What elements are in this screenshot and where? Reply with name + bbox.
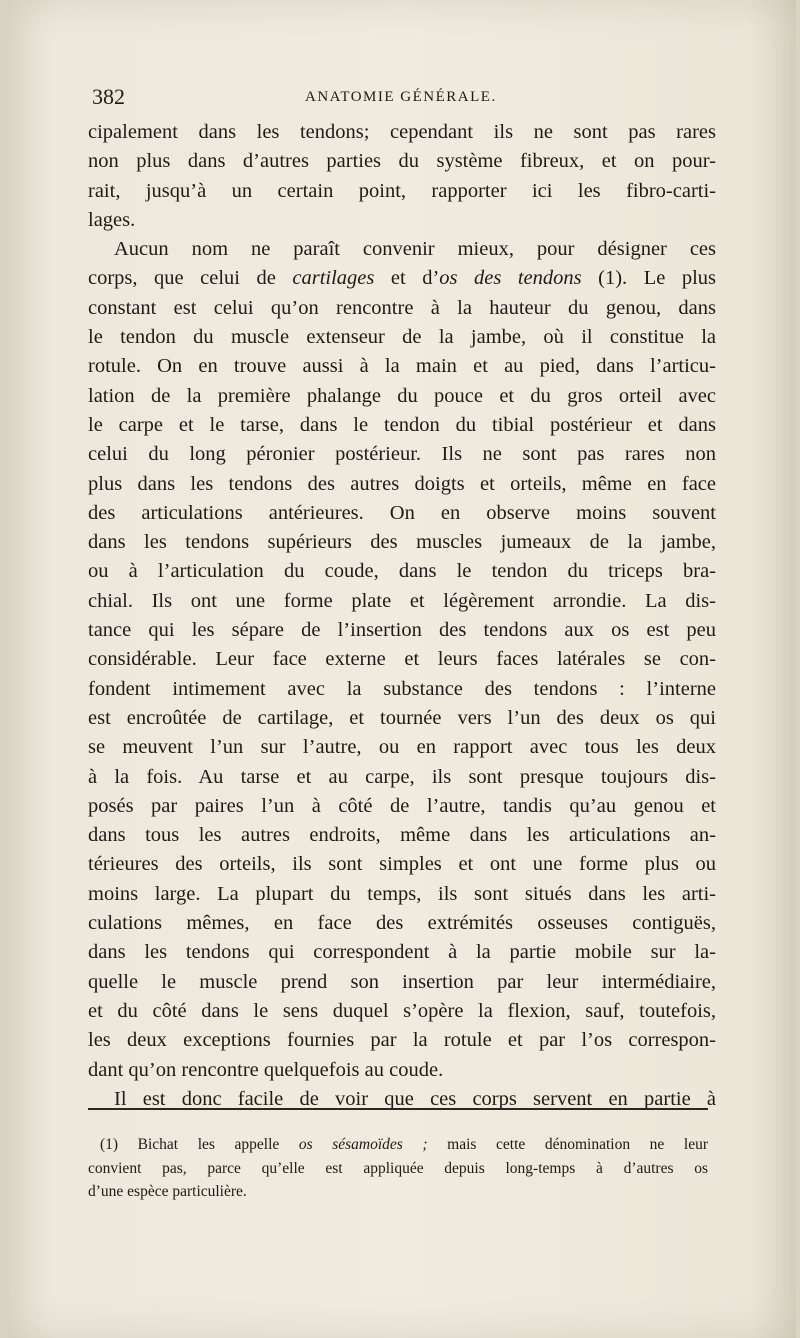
footnote [88, 1133, 708, 1204]
text-line: rotule. On en trouve aussi à la main et au pied, dans l’articu- [88, 355, 716, 378]
text-line: cipalement dans les tendons; cependant ils ne sont pas rares [88, 121, 716, 143]
page-number: 382 [92, 84, 125, 109]
text-line: considérable. Leur face externe et leurs faces latérales se con- [88, 648, 716, 671]
book-page [8, 0, 796, 1338]
text-line: culations mêmes, en face des extrémités osseuses contiguës, [88, 912, 716, 935]
text-line: chial. Ils ont une forme plate et légèrement arrondie. La dis- [88, 589, 716, 612]
text-line: dans les tendons supérieurs des muscles jumeaux de la jambe, [88, 531, 716, 554]
text-line: se meuvent l’un sur l’autre, ou en rapport avec tous les deux [88, 736, 716, 759]
running-title: ANATOMIE GÉNÉRALE. [305, 89, 497, 105]
text-line: posés par paires l’un à côté de l’autre, tandis qu’au genou et [88, 794, 716, 817]
footnote-divider [88, 1108, 708, 1110]
paragraph-start-line: Aucun nom ne paraît convenir mieux, pour désigner ces [114, 238, 716, 261]
italic-term-cartilages: cartilages [292, 267, 375, 290]
text-line: lages. [88, 208, 136, 231]
text-segment: corps, que celui de [88, 267, 276, 290]
main-text [88, 118, 716, 1114]
text-line: le carpe et le tarse, dans le tendon du tibial postérieur et dans [88, 413, 716, 436]
text-line: le tendon du muscle extenseur de la jambe, où il constitue la [88, 326, 716, 349]
footnote-line [88, 1133, 708, 1157]
footnote-reference: (1). Le plus [598, 267, 716, 290]
paragraph-start-line: Il est donc facile de voir que ces corps servent en partie à [114, 1087, 716, 1110]
text-line: tance qui les sépare de l’insertion des tendons aux os est peu [88, 619, 716, 642]
text-line: térieures des orteils, ils sont simples et ont une forme plus ou [88, 853, 716, 876]
text-line: à la fois. Au tarse et au carpe, ils sont presque toujours dis- [88, 765, 716, 788]
footnote-text: mais cette dénomination ne leur [447, 1136, 708, 1153]
text-line: les deux exceptions fournies par la rotule et par l’os correspon- [88, 1029, 716, 1052]
footnote-text: (1) Bichat les appelle [100, 1136, 280, 1153]
footnote-italic-term: os sésamoïdes ; [298, 1136, 428, 1153]
text-line: des articulations antérieures. On en observe moins souvent [88, 501, 716, 524]
text-line: celui du long péronier postérieur. Ils ne sont pas rares non [88, 443, 716, 466]
text-line: moins large. La plupart du temps, ils sont situés dans les arti- [88, 882, 716, 905]
footnote-line: d’une espèce particulière. [88, 1183, 247, 1200]
text-line-with-italics [88, 264, 716, 293]
text-segment: et d’ [390, 267, 440, 290]
text-line: plus dans les tendons des autres doigts et orteils, même en face [88, 472, 716, 495]
running-head [92, 84, 712, 114]
footnote-line: convient pas, parce qu’elle est appliquée depuis long-temps à d’autres os [88, 1159, 708, 1177]
text-line: et du côté dans le sens duquel s’opère la flexion, sauf, toutefois, [88, 999, 716, 1022]
text-line: est encroûtée de cartilage, et tournée vers l’un des deux os qui [88, 706, 716, 729]
text-line: ou à l’articulation du coude, dans le tendon du triceps bra- [88, 560, 716, 583]
text-line: dans les tendons qui correspondent à la partie mobile sur la- [88, 941, 716, 964]
text-line: constant est celui qu’on rencontre à la hauteur du genou, dans [88, 296, 716, 319]
text-line: quelle le muscle prend son insertion par leur intermédiaire, [88, 970, 716, 993]
text-line: rait, jusqu’à un certain point, rapporter ici les fibro-carti- [88, 179, 716, 202]
text-line: dans tous les autres endroits, même dans les articulations an- [88, 824, 716, 847]
text-line: dant qu’on rencontre quelquefois au coude. [88, 1058, 444, 1081]
text-line: fondent intimement avec la substance des tendons : l’interne [88, 677, 716, 700]
text-line: lation de la première phalange du pouce et du gros orteil avec [88, 384, 716, 407]
italic-term-os-des-tendons: os des tendons [439, 267, 582, 290]
text-line: non plus dans d’autres parties du système fibreux, et on pour- [88, 150, 716, 173]
